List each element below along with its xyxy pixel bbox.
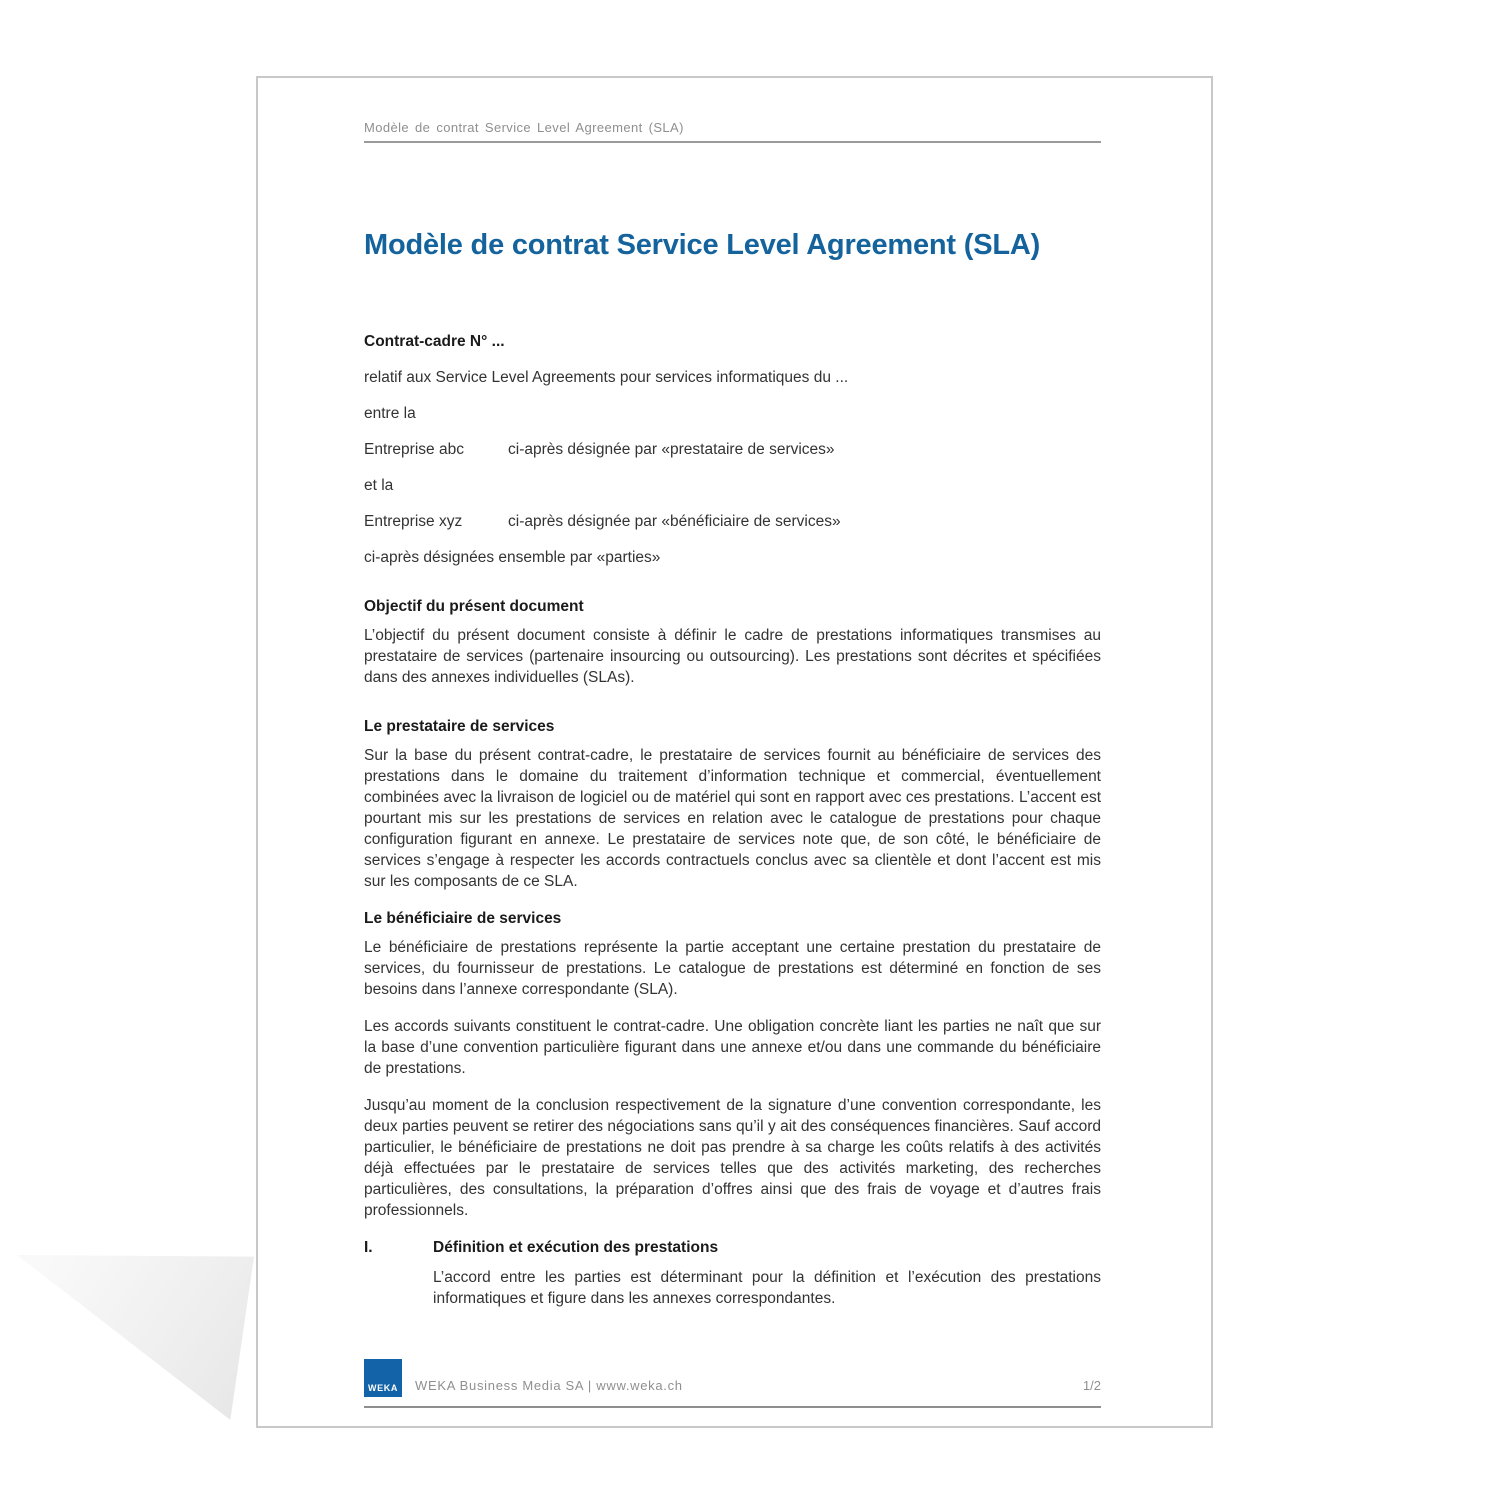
section-paragraph: Le bénéficiaire de prestations représente la partie acceptant une certaine prestation du prestataire de services, du fournisseur de prestations. Le catalogue de prestations est déterminé en fonction de ses besoins dans l’annexe correspondante (SLA). [364,939,1101,998]
running-header [364,78,1101,143]
weka-logo [364,1359,402,1397]
running-header-text: Modèle de contrat Service Level Agreement (SLA) [364,120,684,135]
footer-company-text: WEKA Business Media SA | www.weka.ch [415,1378,683,1393]
section-number: I. [364,1239,373,1256]
party1-name: Entreprise abc [364,441,464,458]
numbered-section-heading [364,1237,1101,1258]
section-heading-beneficiaire: Le bénéficiaire de services [364,910,562,927]
party1-designation: ci-après désignée par «prestataire de services» [508,441,835,458]
together-line: ci-après désignées ensemble par «parties» [364,549,661,566]
section-paragraph: Sur la base du présent contrat-cadre, le prestataire de services fournit au bénéficiaire de services des prestations dans le domaine du traitement d’information technique et commercial, éventuellement combinées avec la livraison de logiciel ou de matériel qui sont en rapport avec ces prestations. L’accent est pourtant mis sur les prestations de services en relation avec le catalogue de prestations pour chaque configuration figurant en annexe. Le prestataire de services note que, de son côté, le bénéficiaire de services s’engage à respecter les accords contractuels conclus avec sa clientèle et dont l’accent est mis sur les composants de ce SLA. [364,747,1101,890]
party1-line [364,439,1101,460]
section-heading-prestataire: Le prestataire de services [364,718,555,735]
section-heading-objectif: Objectif du présent document [364,598,584,615]
party2-designation: ci-après désignée par «bénéficiaire de services» [508,513,841,530]
section-paragraph: L’accord entre les parties est déterminant pour la définition et l’exécution des prestations informatiques et figure dans les annexes correspondantes. [433,1269,1101,1307]
footer-divider [364,1406,1101,1408]
party2-line [364,511,1101,532]
footer-row [364,1359,1101,1397]
numbered-section [364,1237,1101,1309]
section-paragraph: L’objectif du présent document consiste à définir le cadre de prestations informatiques transmises au prestataire de services (partenaire insourcing ou outsourcing). Les prestations sont décrites et spécifiées dans des annexes individuelles (SLAs). [364,627,1101,686]
section-title: Définition et exécution des prestations [433,1239,719,1256]
document-page [256,76,1213,1428]
contract-number-line: Contrat-cadre N° ... [364,333,505,350]
section-paragraph: Jusqu’au moment de la conclusion respectivement de la signature d’une convention correspondante, les deux parties peuvent se retirer des négociations sans qu’il y ait des conséquences financières. Sauf accord particulier, le bénéficiaire de prestations ne doit pas prendre à sa charge les coûts relatifs à des activités déjà effectuées par le prestataire de services telles que des activités marketing, des recherches particulières, des consultations, la préparation d’offres ainsi que des frais de voyage et d’autres frais professionnels. [364,1097,1101,1219]
party2-name: Entreprise xyz [364,513,463,530]
contract-subject-line: relatif aux Service Level Agreements pour services informatiques du ... [364,369,849,386]
and-line: et la [364,477,394,494]
page-number: 1/2 [1082,1378,1101,1393]
page-shadow [17,1255,254,1420]
page-footer [364,1359,1101,1408]
between-line: entre la [364,405,416,422]
contract-intro [364,331,1101,568]
page-title: Modèle de contrat Service Level Agreement (SLA) [364,229,1041,261]
page-content [258,78,1211,1309]
section-paragraph: Les accords suivants constituent le contrat-cadre. Une obligation concrète liant les parties ne naît que sur la base d’une convention particulière figurant dans une annexe et/ou dans une commande du bénéficiaire de prestations. [364,1018,1101,1077]
weka-logo-text: WEKA [368,1383,398,1393]
